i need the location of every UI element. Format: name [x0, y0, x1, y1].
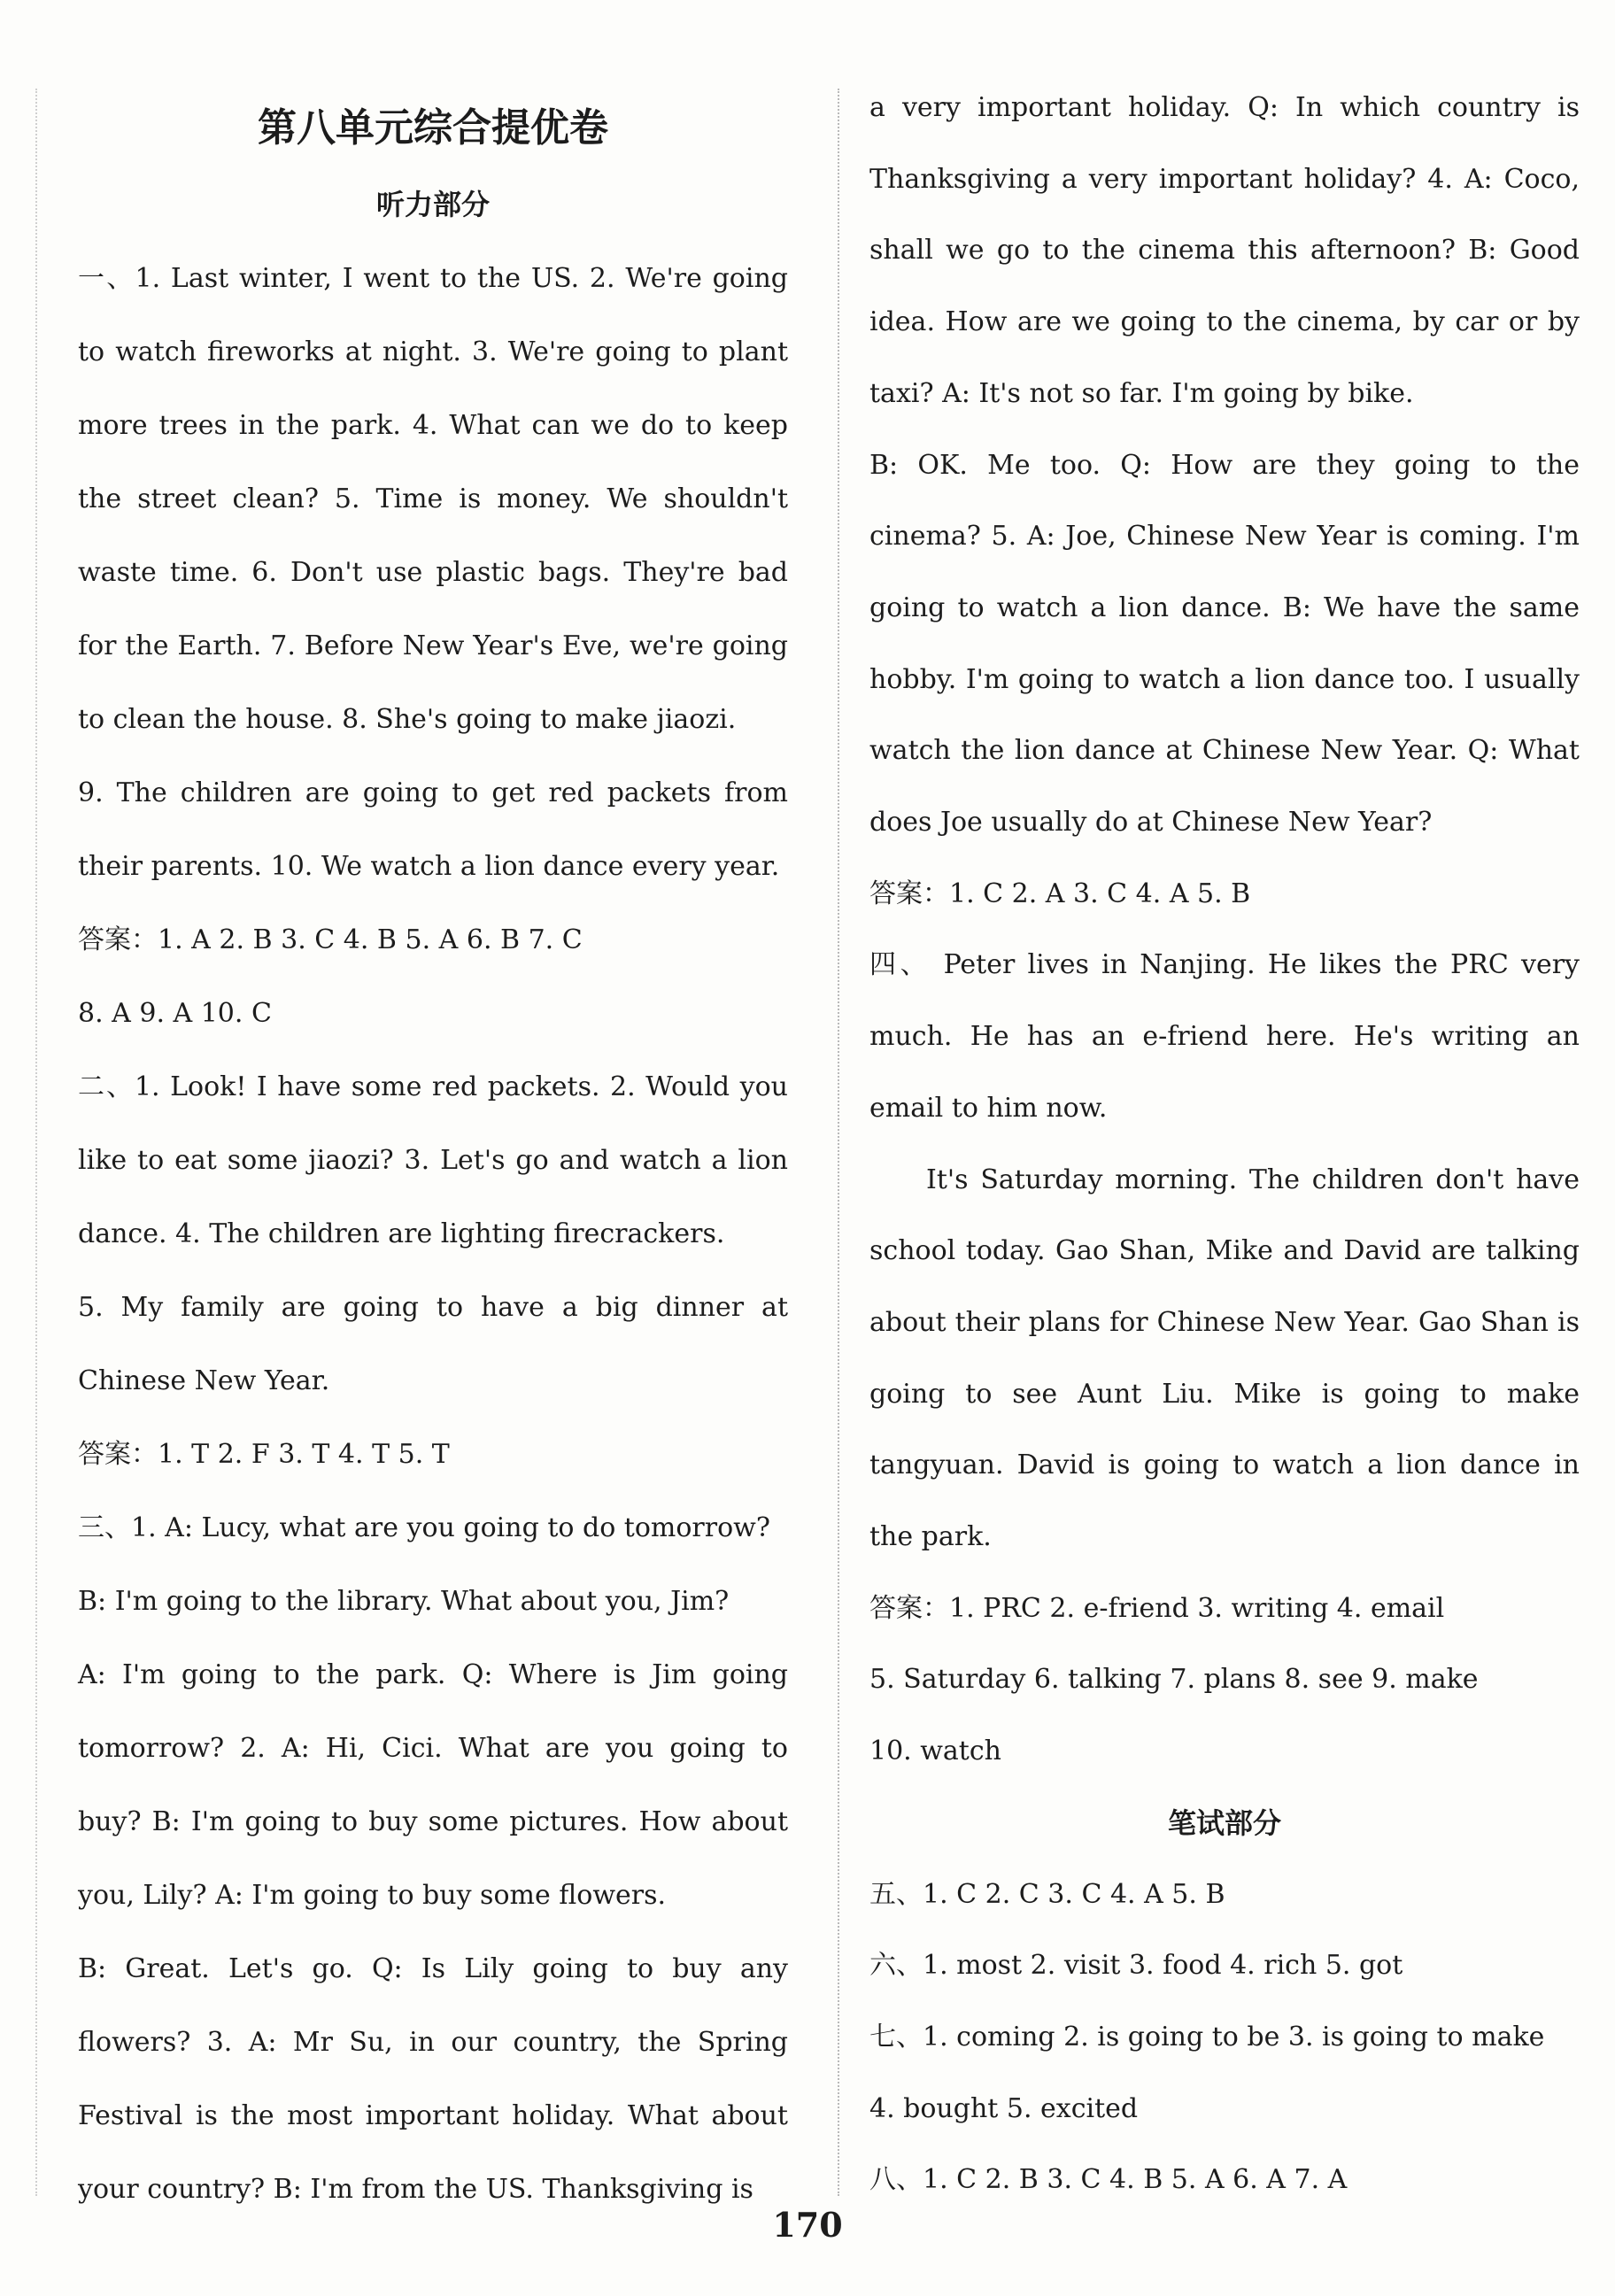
- listening-part1-script: 一、1. Last winter, I went to the US. 2. We're going to watch fireworks at night. 3. We're going to plant more trees in the park. 4. What can we do to keep the street clean? 5. Time is money. We shouldn't waste time. 6. Don't use plastic bags. They're bad for the Earth. 7. Before New Year's Eve, we're going to clean the house. 8. She's going to make jiaozi.: [78, 263, 788, 735]
- listening-part2-script-cont: 5. My family are going to have a big dinner at Chinese New Year.: [78, 1292, 788, 1396]
- listening-part3-dialogue: A: I'm going to the park. Q: Where is Jim going tomorrow? 2. A: Hi, Cici. What are you going to buy? B: I'm going to buy some pictures. How about you, Lily? A: I'm going to buy some flowers.: [78, 1659, 788, 1911]
- listening-section-heading: 听力部分: [375, 188, 490, 221]
- listening-part3-dialogue-cont: B: Great. Let's go. Q: Is Lily going to buy any flowers? 3. A: Mr Su, in our country, the Spring Festival is the most important holiday. What about your country? B: I'm from the US. Thanksgiving is: [78, 1953, 788, 2205]
- page-number: 170: [772, 2205, 843, 2245]
- written-part7-answers: 七、1. coming 2. is going to be 3. is going to make: [869, 2021, 1545, 2052]
- listening-part1-answers: 答案：1. A 2. B 3. C 4. B 5. A 6. B 7. C: [78, 924, 583, 955]
- written-section-heading: 笔试部分: [1167, 1805, 1281, 1840]
- listening-part4-answers: 答案：1. PRC 2. e-friend 3. writing 4. email: [869, 1592, 1445, 1624]
- listening-part2-script: 二、1. Look! I have some red packets. 2. Would you like to eat some jiaozi? 3. Let's go and watch a lion dance. 4. The children are lighting firecrackers.: [78, 1071, 788, 1249]
- listening-part4-answers-cont: 5. Saturday 6. talking 7. plans 8. see 9. make: [869, 1664, 1479, 1696]
- written-part6-answers: 六、1. most 2. visit 3. food 4. rich 5. got: [869, 1950, 1403, 1982]
- column-divider: [838, 89, 839, 2196]
- listening-part3-q5: B: OK. Me too. Q: How are they going to the cinema? 5. A: Joe, Chinese New Year is coming. I'm going to watch a lion dance. B: We have the same hobby. I'm going to watch a lion dance too. I usually watch the lion dance at Chinese New Year. Q: What does Joe usually do at Chinese New Year?: [869, 449, 1580, 839]
- listening-part2-answers: 答案：1. T 2. F 3. T 4. T 5. T: [78, 1439, 450, 1470]
- written-part8-answers: 八、1. C 2. B 3. C 4. B 5. A 6. A 7. A: [869, 2164, 1348, 2196]
- page-title: 第八单元综合提优卷: [258, 105, 608, 151]
- written-part7-answers-cont: 4. bought 5. excited: [869, 2092, 1139, 2124]
- listening-part4-paragraph2: It's Saturday morning. The children don't have school today. Gao Shan, Mike and David are talking about their plans for Chinese New Year. Gao Shan is going to see Aunt Liu. Mike is going to make tangyuan. David is going to watch a lion dance in the park.: [869, 1163, 1580, 1553]
- right-column: [869, 73, 1580, 2216]
- listening-part3-continued: a very important holiday. Q: In which country is Thanksgiving a very important holiday? 4. A: Coco, shall we go to the cinema this afternoon? B: Good idea. How are we going to the cinema, by car or by taxi? A: It's not so far. I'm going by bike.: [869, 92, 1580, 409]
- listening-part4-answers-end: 10. watch: [869, 1736, 1001, 1767]
- listening-part4-paragraph1: 四、 Peter lives in Nanjing. He likes the PRC very much. He has an e-friend here. He's writing an email to him now.: [869, 949, 1580, 1124]
- left-margin-line: [35, 89, 37, 2196]
- listening-part3-line1: 三、1. A: Lucy, what are you going to do tomorrow?: [78, 1512, 770, 1543]
- listening-part3-answers: 答案：1. C 2. A 3. C 4. A 5. B: [869, 877, 1251, 909]
- written-part5-answers: 五、1. C 2. C 3. C 4. A 5. B: [869, 1878, 1225, 1910]
- listening-part1-script-cont: 9. The children are going to get red packets from their parents. 10. We watch a lion dance every year.: [78, 777, 788, 882]
- listening-part1-answers-cont: 8. A 9. A 10. C: [78, 998, 272, 1029]
- listening-part3-line2: B: I'm going to the library. What about you, Jim?: [78, 1586, 730, 1617]
- left-column: [78, 89, 788, 2226]
